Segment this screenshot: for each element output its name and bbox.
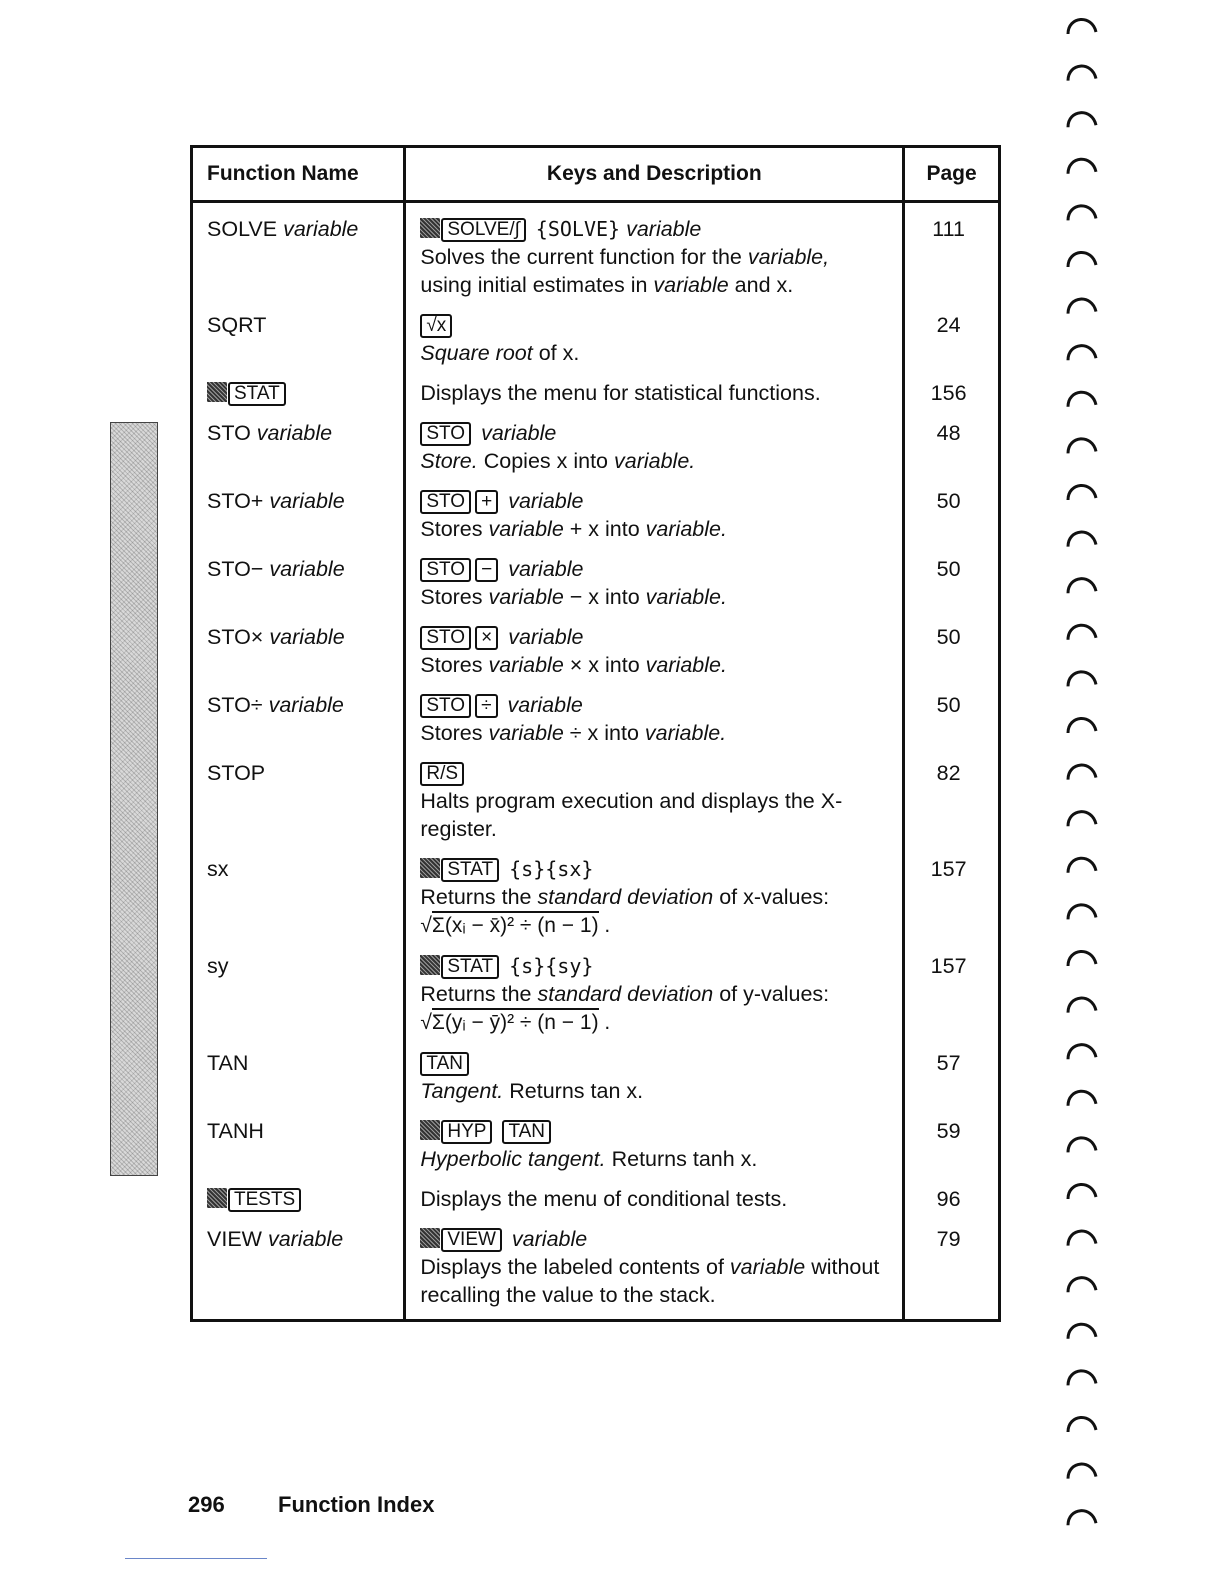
key-cap: ÷ [475,694,497,718]
description: Stores [420,585,489,609]
description-var: variable [488,517,564,541]
menu-label: {SOLVE} [535,217,621,241]
description-italic: Square root [420,341,533,365]
key-cap: √x [420,314,452,338]
page-ref: 82 [904,753,1000,849]
table-row [192,481,1000,549]
description: − x into [563,585,646,609]
binding-ring-mark [1068,1091,1096,1106]
description: + x into [563,517,646,541]
description: Copies x into [477,449,614,473]
formula: √Σ(yᵢ − ȳ)² ÷ (n − 1) . [420,1008,610,1034]
page-number: 296 [188,1492,225,1517]
description-italic: standard deviation [537,982,714,1006]
description-var: variable [729,1255,806,1279]
key-arg: variable [626,217,702,241]
key-arg: variable [508,557,584,581]
formula: √Σ(xᵢ − x̄)² ÷ (n − 1) . [420,911,610,937]
key-cap: + [475,490,498,514]
key-cap: STO [420,694,471,718]
shift-key-icon [420,1120,440,1140]
binding-ring-mark [1068,579,1096,594]
page-ref: 57 [904,1043,1000,1111]
function-name: STO [207,421,251,445]
key-cap: STO [420,626,471,650]
table-row [192,1111,1000,1179]
header-keys-description: Keys and Description [405,147,904,202]
page-ref: 50 [904,617,1000,685]
description: Displays the labeled contents of [420,1255,730,1279]
function-arg: variable [256,421,333,445]
function-arg: variable [283,217,359,241]
shift-key-icon [420,1228,440,1248]
key-cap: HYP [441,1120,492,1144]
table-row [192,305,1000,373]
page-ref: 157 [904,946,1000,1043]
binding-ring-mark [1068,392,1096,407]
binding-ring-mark [1068,812,1096,827]
section-title: Function Index [278,1492,435,1517]
binding-ring-mark [1068,206,1096,221]
binding-ring-mark [1068,858,1096,873]
description-var: variable [488,721,564,745]
description: Returns tanh x. [605,1147,758,1171]
binding-ring-mark [1068,1138,1096,1153]
function-name: SOLVE [207,217,278,241]
key-cap: STAT [228,382,286,406]
key-cap: TAN [502,1120,551,1144]
page-ref: 79 [904,1219,1000,1321]
binding-ring-mark [1068,765,1096,780]
table-row [192,373,1000,413]
description: Returns tan x. [503,1079,644,1103]
description: Displays the menu for statistical functions. [405,373,904,413]
binding-ring-mark [1068,1417,1096,1432]
description: Stores [420,517,489,541]
function-name: TAN [192,1043,405,1111]
description: of y-values: [713,982,830,1006]
description: × x into [563,653,646,677]
table-row [192,1179,1000,1219]
function-name: STO− [207,557,264,581]
description-italic: Store. [420,449,478,473]
description-var: variable. [613,449,696,473]
function-name: STO× [207,625,264,649]
menu-label: {s}{sx} [509,857,594,881]
formula-end: . [598,1011,611,1034]
table-row [192,849,1000,946]
binding-ring-mark [1068,252,1096,267]
page-ref: 157 [904,849,1000,946]
binding-ring-mark [1068,1324,1096,1339]
description: of x-values: [713,885,830,909]
description-var: variable [653,273,729,297]
header-page: Page [904,147,1000,202]
binding-ring-mark [1068,485,1096,500]
key-cap: TESTS [228,1188,301,1212]
description: without recalling the value to the stack. [420,1255,880,1307]
description: ÷ x into [563,721,645,745]
binding-ring-mark [1068,346,1096,361]
description: Solves the current function for the [420,245,748,269]
binding-ring-mark [1068,1371,1096,1386]
binding-ring-mark [1068,1278,1096,1293]
shift-key-icon [420,858,440,878]
thumb-index-tab [110,422,158,1176]
description: Stores [420,653,489,677]
formula-radicand: Σ(xᵢ − x̄)² ÷ (n − 1) [432,911,599,937]
binding-rings [1062,0,1102,1584]
binding-ring-mark [1068,19,1096,34]
binding-ring-mark [1068,1184,1096,1199]
description-var: variable. [645,653,727,677]
key-cap: R/S [420,762,464,786]
table-row [192,1043,1000,1111]
binding-ring-mark [1068,998,1096,1013]
shift-key-icon [207,1188,227,1208]
description: and x. [728,273,794,297]
menu-label: {s}{sy} [509,954,594,978]
formula-radicand: Σ(yᵢ − ȳ)² ÷ (n − 1) [432,1008,599,1034]
page-ref: 24 [904,305,1000,373]
binding-ring-mark [1068,159,1096,174]
description: Stores [420,721,489,745]
table-row [192,202,1000,306]
function-name: sy [192,946,405,1043]
key-cap: SOLVE/∫ [441,218,525,242]
description: using initial estimates in [420,273,654,297]
function-name: VIEW [207,1227,262,1251]
binding-ring-mark [1068,718,1096,733]
key-arg: variable [508,489,584,513]
page-ref: 50 [904,481,1000,549]
page-ref: 111 [904,202,1000,306]
key-arg: variable [507,693,583,717]
binding-ring-mark [1068,1511,1096,1526]
formula-end: . [598,914,611,937]
key-cap: STO [420,558,471,582]
function-name: STO+ [207,489,264,513]
key-cap: STO [420,422,471,446]
binding-ring-mark [1068,439,1096,454]
description: Halts program execution and displays the X-register. [420,789,843,841]
binding-ring-mark [1068,1231,1096,1246]
key-cap: TAN [420,1052,469,1076]
key-arg: variable [508,625,584,649]
table-row [192,753,1000,849]
description-var: variable, [747,245,830,269]
table-row [192,413,1000,481]
function-arg: variable [269,557,345,581]
key-arg: variable [481,421,557,445]
description-var: variable. [645,517,727,541]
key-cap: STO [420,490,471,514]
function-arg: variable [267,1227,344,1251]
function-name: SQRT [192,305,405,373]
description: Returns the [420,885,538,909]
shift-key-icon [420,955,440,975]
description: Returns the [420,982,538,1006]
function-index-table [190,145,1001,1322]
function-name: STO÷ [207,693,263,717]
binding-ring-mark [1068,905,1096,920]
binding-ring-mark [1068,1045,1096,1060]
description-var: variable. [644,721,727,745]
description-var: variable [488,585,564,609]
description-italic: standard deviation [537,885,714,909]
table-header-row [192,147,1000,202]
function-arg: variable [269,489,345,513]
table-row [192,1219,1000,1321]
binding-ring-mark [1068,113,1096,128]
header-function-name: Function Name [192,147,405,202]
function-arg: variable [269,625,345,649]
table-row [192,617,1000,685]
description-var: variable [488,653,564,677]
description: of x. [532,341,580,365]
page-ref: 59 [904,1111,1000,1179]
key-cap: VIEW [441,1228,502,1252]
binding-ring-mark [1068,299,1096,314]
function-arg: variable [268,693,344,717]
description-italic: Tangent. [420,1079,504,1103]
description-italic: Hyperbolic tangent. [420,1147,606,1171]
page-ref: 156 [904,373,1000,413]
description: Displays the menu of conditional tests. [405,1179,904,1219]
table-row [192,685,1000,753]
key-cap: × [475,626,498,650]
page-ref: 48 [904,413,1000,481]
binding-ring-mark [1068,532,1096,547]
binding-ring-mark [1068,1464,1096,1479]
binding-ring-mark [1068,66,1096,81]
key-cap: STAT [441,858,499,882]
binding-ring-mark [1068,672,1096,687]
page-ref: 96 [904,1179,1000,1219]
shift-key-icon [207,382,227,402]
key-cap: STAT [441,955,499,979]
table-row [192,946,1000,1043]
function-name: STOP [192,753,405,849]
description-var: variable. [645,585,727,609]
page-ref: 50 [904,549,1000,617]
key-arg: variable [511,1227,588,1251]
shift-key-icon [420,218,440,238]
scan-artifact-line [125,1558,267,1559]
binding-ring-mark [1068,951,1096,966]
key-cap: − [475,558,498,582]
binding-ring-mark [1068,625,1096,640]
table-row [192,549,1000,617]
page-ref: 50 [904,685,1000,753]
function-name: sx [192,849,405,946]
function-name: TANH [192,1111,405,1179]
